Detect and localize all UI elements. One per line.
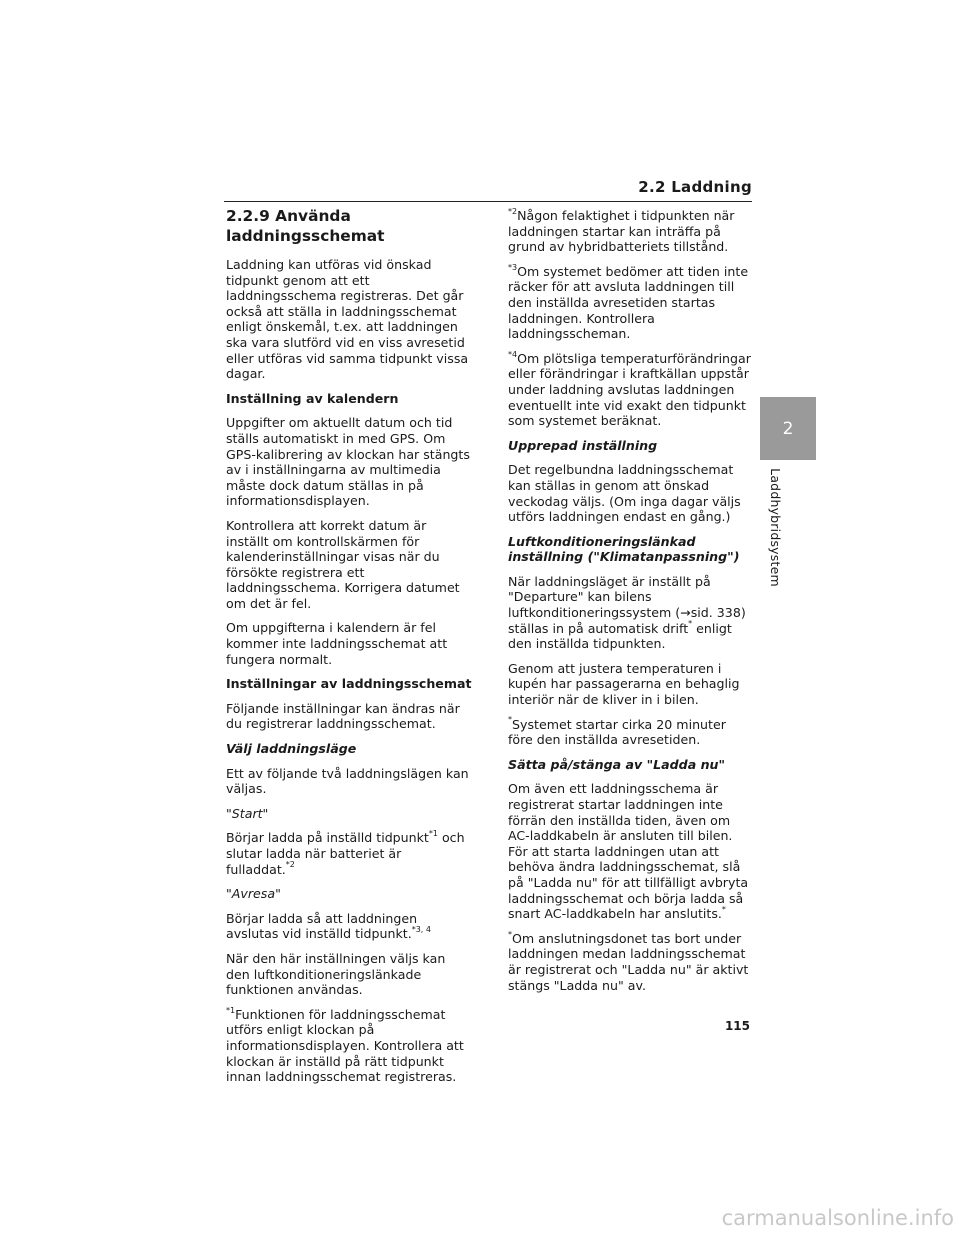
footnote-mark-4: *4 [508,349,518,359]
footnote-mark-3: *3 [508,262,518,272]
charge-now-paragraph [508,781,754,921]
repeat-paragraph: Det regelbundna laddningsschemat kan ställas in genom att önskad veckodag väljs. (Om inga dagar väljs utförs laddningen endast en gång.) [508,462,741,525]
footnote-3 [508,264,754,342]
avresa-label: "Avresa" [226,886,281,902]
left-column [226,206,472,1094]
start-label: "Start" [226,805,269,821]
calendar-paragraph-2: Kontrollera att korrekt datum är inställt om kontrollskärmen för kalenderinställningar visas när du försökte registrera ett laddningsschema. Korrigera datumet om det är fel. [226,517,460,611]
ac-paragraph-2: Genom att justera temperaturen i kupén har passagerarna en behaglig interiör när de kliver in i bilen. [508,660,740,708]
footnote-mark-1: *1 [226,1005,236,1015]
ac-heading: Luftkonditioneringslänkad inställning ("Klimatanpassning") [508,533,740,565]
chapter-title: Laddhybridsystem [767,467,783,587]
footnote-ref-now: * [721,904,726,914]
footnote-ref-1: *1 [428,829,438,839]
section-heading: 2.2.9 Använda laddningsschemat [226,207,385,245]
avresa-text: Börjar ladda så att laddningen avslutas vid inställd tidpunkt. [226,910,418,942]
footnote-5 [508,717,754,748]
footnote-4-text: Om plötsliga temperaturförändringar eller förändringar i kraftkällan uppstår under laddning avslutas laddningen eventuellt inte vid exakt den tidpunkt som systemet beräknat. [508,350,751,429]
start-paragraph [226,830,472,877]
footnote-ref-ac: * [688,619,693,629]
mode-paragraph: Ett av följande två laddningslägen kan väljas. [226,765,469,797]
mode-heading: Välj laddningsläge [226,741,357,757]
footnote-mark-6: * [508,929,512,939]
ac-paragraph [508,574,754,652]
repeat-heading: Upprepad inställning [508,437,658,453]
footnote-1-text: Funktionen för laddningsschemat utförs enligt klockan på informationsdisplayen. Kontrollera att klockan är inställd på rätt tidpunkt innan laddningsschemat registreras. [226,1006,464,1085]
right-column [508,208,754,1002]
ac-text-a: När laddningsläget är inställt på "Departure" kan bilens luftkonditioneringssystem (→sid. 338) ställas in på automatisk drift [508,573,746,636]
footnote-1 [226,1007,472,1085]
footnote-mark-2: *2 [508,206,518,216]
chapter-number: 2 [782,418,794,439]
settings-paragraph: Följande inställningar kan ändras när du registrerar laddningsschemat. [226,700,460,732]
chapter-label [764,468,786,586]
ac-text-b: enligt den inställda tidpunkten. [508,620,732,652]
footnote-ref-2: *2 [285,860,295,870]
settings-heading: Inställningar av laddningsschemat [226,676,472,692]
footnote-3-text: Om systemet bedömer att tiden inte räcker för att avsluta laddningen till den inställda avresetiden startas laddningen. Kontrollera laddningsscheman. [508,263,749,342]
section-title: 2.2 Laddning [638,178,752,196]
intro-paragraph: Laddning kan utföras vid önskad tidpunkt genom att ett laddningsschema registreras. Det går också att ställa in laddningsschemat enligt önskemål, t.ex. att laddningen ska vara slutförd vid en viss avresetid eller utföras vid samma tidpunkt vissa dagar. [226,257,469,382]
footnote-6-text: Om anslutningsdonet tas bort under laddningen medan laddningsschemat är registrerat och "Ladda nu" är aktivt stängs "Ladda nu" av. [508,930,749,993]
footnote-2 [508,208,754,255]
footnote-2-text: Någon felaktighet i tidpunkten när laddningen startar kan inträffa på grund av hybridbatteriets tillstånd. [508,208,735,255]
charge-now-text: Om även ett laddningsschema är registrerat startar laddningen inte förrän den inställda tiden, även om AC-laddkabeln är ansluten till bilen. För att starta laddningen utan att behöva ändra laddningsschemat, slå på "Ladda nu" för att tillfälligt avbryta laddningsschemat och börja ladda så snart AC-laddkabeln har anslutits. [508,781,749,922]
chapter-tab [760,397,816,460]
footnote-5-text: Systemet startar cirka 20 minuter före den inställda avresetiden. [508,716,726,748]
calendar-heading: Inställning av kalendern [226,390,399,406]
start-text-b: och slutar ladda när batteriet är fulladdat. [226,830,465,877]
charge-now-heading: Sätta på/stänga av "Ladda nu" [508,756,726,772]
start-text-a: Börjar ladda på inställd tidpunkt [226,830,429,846]
footnote-6 [508,931,754,993]
calendar-paragraph-1: Uppgifter om aktuellt datum och tid ställs automatiskt in med GPS. Om GPS-kalibrering av klockan har stängts av i inställningarna av multimedia måste dock datum ställas in på informationsdisplayen. [226,415,470,509]
footnote-mark-5: * [508,715,512,725]
avresa-paragraph-2: När den här inställningen väljs kan den luftkonditioneringslänkade funktionen användas. [226,950,446,998]
page-number: 115 [724,1019,750,1033]
watermark: carmanualsonline.info [721,1206,954,1230]
header-divider [224,201,752,202]
footnote-4 [508,351,754,429]
footnote-ref-3-4: *3, 4 [411,925,431,935]
avresa-paragraph [226,911,472,942]
calendar-paragraph-3: Om uppgifterna i kalendern är fel kommer inte laddningsschemat att fungera normalt. [226,620,448,667]
